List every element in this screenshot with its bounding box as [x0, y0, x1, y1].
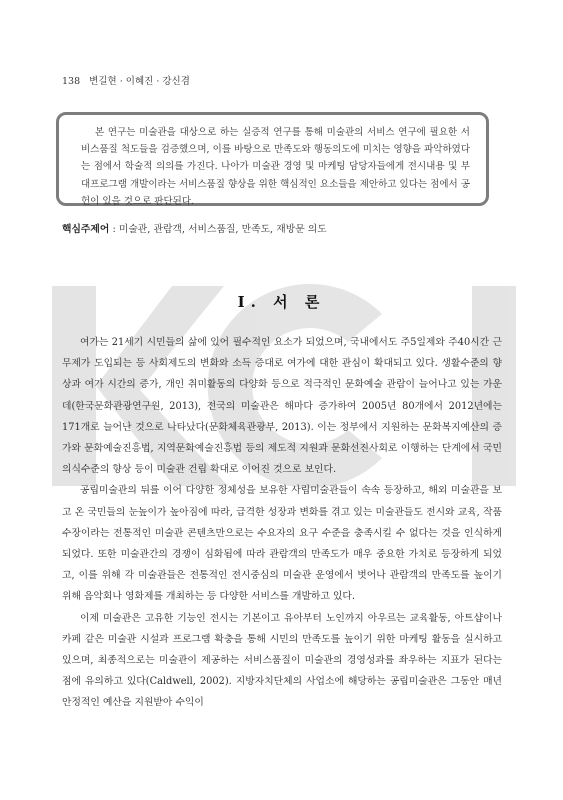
running-header: [62, 73, 190, 87]
page-number: 138: [62, 76, 81, 87]
paragraph: 이제 미술관은 고유한 기능인 전시는 기본이고 유아부터 노인까지 아우르는 교육활동, 아트샵이나 카페 같은 미술관 시설과 프로그램 확충을 통해 시민의 만족도를 높이기 위한 마케팅 활동을 실시하고 있으며, 최종적으로는 미술관이 제공하는 서비스품질이 미술관의 경영성과를 좌우하는 지표가 된다는 점에 유의하고 있다(Caldwell, 2002). 지방자치단체의 사업소에 해당하는 공립미술관은 그동안 매년 안정적인 예산을 지원받아 수익이: [62, 612, 502, 709]
abstract-box: [56, 112, 489, 206]
authors: 변길현 · 이혜진 · 강신겸: [89, 76, 190, 87]
body-text: [62, 332, 502, 714]
keywords-label: 핵심주제어: [62, 224, 110, 235]
section-title: Ⅰ. 서 론: [237, 293, 326, 311]
keywords-items: 미술관, 관람객, 서비스품질, 만족도, 재방문 의도: [118, 224, 327, 235]
abstract-text: 본 연구는 미술관을 대상으로 하는 실증적 연구를 통해 미술관의 서비스 연구에 필요한 서비스품질 척도들을 검증했으며, 이를 바탕으로 만족도와 행동의도에 미치는 영향을 파악하였다는 점에서 학술적 의의를 가진다. 나아가 미술관 경영 및 마케팅 담당자들에게 전시내용 및 부대프로그램 개발이라는 서비스품질 향상을 위한 핵심적인 요소들을 제안하고 있다는 점에서 공헌이 있을 것으로 판단된다.: [81, 127, 470, 207]
paragraph: 여가는 21세기 시민들의 삶에 있어 필수적인 요소가 되었으며, 국내에서도 주5일제와 주40시간 근무제가 도입되는 등 사회제도의 변화와 소득 증대로 여가에 대한 관심이 확대되고 있다. 생활수준의 향상과 여가 시간의 증가, 개인 취미활동의 다양화 등으로 적극적인 문화예술 관람이 늘어나고 있는 가운데(한국문화관광연구원, 2013), 전국의 미술관은 해마다 증가하여 2005년 80개에서 2012년에는 171개로 늘어난 것으로 나타났다(문화체육관광부, 2013). 이는 정부에서 지원하는 문화복지예산의 증가와 문화예술진흥법, 지역문화예술진흥법 등의 제도적 지원과 문화선진사회로 이행하는 단계에서 국민 의식수준의 향상 등이 미술관 건립 확대로 이어진 것으로 보인다.: [62, 337, 502, 476]
paragraph: 공립미술관의 뒤를 이어 다양한 정체성을 보유한 사립미술관들이 속속 등장하고, 해외 미술관을 보고 온 국민들의 눈높이가 높아짐에 따라, 급격한 성장과 변화를 겪고 있는 미술관들도 전시와 교육, 작품 수장이라는 전통적인 미술관 콘텐츠만으로는 수요자의 요구 수준을 충족시킬 수 없다는 것을 인식하게 되었다. 또한 미술관간의 경쟁이 심화됨에 따라 관람객의 만족도가 매우 중요한 가치로 등장하게 되었고, 이를 위해 각 미술관들은 전통적인 전시중심의 미술관 운영에서 벗어나 관람객의 만족도를 높이기 위해 음악회나 영화제를 개최하는 등 다양한 서비스를 개발하고 있다.: [62, 485, 502, 603]
keywords-separator: :: [109, 224, 119, 235]
keywords-line: [62, 221, 327, 235]
